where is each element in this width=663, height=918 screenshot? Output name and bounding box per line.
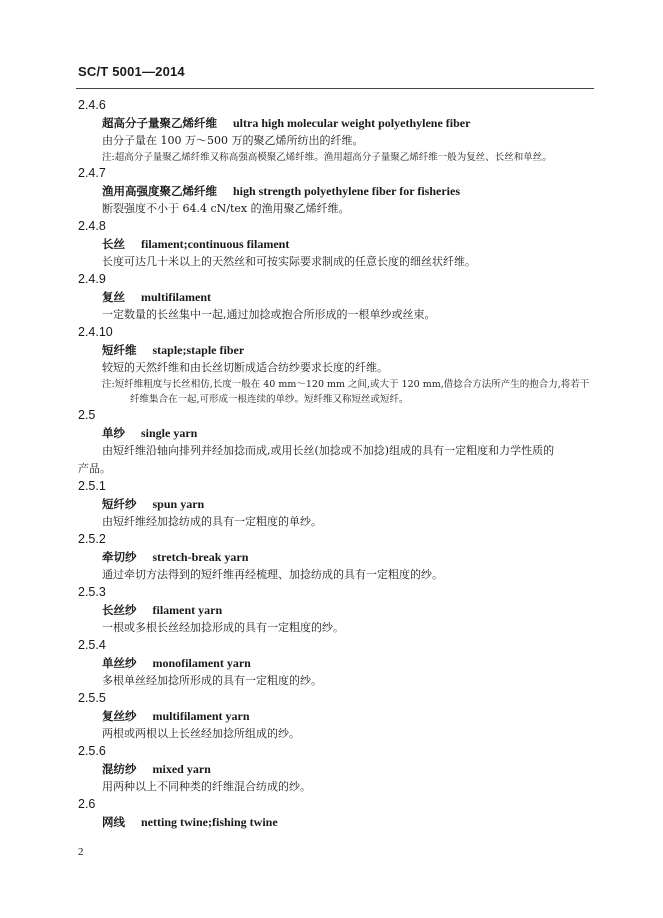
term-definition: 一根或多根长丝经加捻形成的具有一定粗度的纱。 [102,621,344,634]
term-chinese: 混纺纱 [102,762,137,776]
term-english: filament;continuous filament [141,237,290,251]
term-heading [78,182,598,200]
clause-number: 2.5 [78,408,96,422]
term-chinese: 长丝纱 [102,603,137,617]
term-entry [78,637,598,690]
term-english: monofilament yarn [152,656,251,670]
term-english: single yarn [141,426,198,440]
term-entry [78,97,598,165]
term-definition: 两根或两根以上长丝经加捻所组成的纱。 [102,727,300,740]
term-entry [78,743,598,796]
term-heading [78,813,598,831]
term-chinese: 短纤维 [102,343,137,357]
term-note: 注:短纤维粗度与长丝相仿,长度一般在 40 mm～120 mm 之间,或大于 120 mm,借捻合方法所产生的抱合力,将若干纤维集合在一起,可形成一根连续的单纱。短纤维又称短丝或短纤。 [102,379,590,405]
term-english: staple;staple fiber [152,343,245,357]
clause-number: 2.5.5 [78,691,106,705]
term-heading [78,341,598,359]
term-english: filament yarn [152,603,223,617]
term-entry [78,407,598,478]
term-entry [78,690,598,743]
document-header: SC/T 5001—2014 [78,64,185,79]
term-note: 注:超高分子量聚乙烯纤维又称高强高模聚乙烯纤维。渔用超高分子量聚乙烯纤维一般为复丝、长丝和单丝。 [102,152,552,163]
page-number: 2 [78,846,84,858]
term-heading [78,114,598,132]
term-definition: 断裂强度不小于 64.4 cN/tex 的渔用聚乙烯纤维。 [102,202,350,215]
term-definition: 用两种以上不同种类的纤维混合纺成的纱。 [102,780,311,793]
term-heading [78,288,598,306]
clause-number: 2.4.10 [78,325,113,339]
term-heading [78,760,598,778]
term-entry [78,796,598,831]
term-entry [78,165,598,218]
clause-number: 2.4.8 [78,219,106,233]
term-definition: 由短纤维沿轴向排列并经加捻而成,或用长丝(加捻或不加捻)组成的具有一定粗度和力学性质的 产品。 [78,444,555,475]
term-definition: 由短纤维经加捻纺成的具有一定粗度的单纱。 [102,515,322,528]
term-chinese: 复丝 [102,290,125,304]
term-english: spun yarn [152,497,205,511]
term-entry [78,271,598,324]
clause-number: 2.4.6 [78,98,106,112]
term-heading [78,707,598,725]
term-chinese: 网线 [102,815,125,829]
term-english: netting twine;fishing twine [141,815,278,829]
term-entry [78,324,598,407]
term-definition: 由分子量在 100 万～500 万的聚乙烯所纺出的纤维。 [102,134,364,147]
term-chinese: 单纱 [102,426,125,440]
term-heading [78,654,598,672]
term-chinese: 渔用高强度聚乙烯纤维 [102,184,217,198]
clause-number: 2.6 [78,797,96,811]
clause-number: 2.5.3 [78,585,106,599]
clause-number: 2.5.6 [78,744,106,758]
term-entry [78,531,598,584]
term-heading [78,548,598,566]
term-chinese: 短纤纱 [102,497,137,511]
clause-number: 2.4.7 [78,166,106,180]
term-english: high strength polyethylene fiber for fisheries [233,184,460,198]
term-definition: 一定数量的长丝集中一起,通过加捻或抱合所形成的一根单纱或丝束。 [102,308,436,321]
term-heading [78,235,598,253]
term-chinese: 长丝 [102,237,125,251]
term-chinese: 牵切纱 [102,550,137,564]
term-definition: 多根单丝经加捻所形成的具有一定粗度的纱。 [102,674,322,687]
term-english: ultra high molecular weight polyethylene fiber [233,116,471,130]
term-entry [78,478,598,531]
term-english: stretch-break yarn [152,550,249,564]
clause-number: 2.5.2 [78,532,106,546]
term-english: multifilament [141,290,211,304]
clause-number: 2.5.4 [78,638,106,652]
term-chinese: 复丝纱 [102,709,137,723]
term-definition: 通过牵切方法得到的短纤维再经梳理、加捻纺成的具有一定粗度的纱。 [102,568,443,581]
term-heading [78,601,598,619]
term-definition: 较短的天然纤维和由长丝切断成适合纺纱要求长度的纤维。 [102,361,388,374]
term-english: multifilament yarn [152,709,250,723]
document-body [78,97,598,831]
header-rule [76,88,594,89]
term-definition: 长度可达几十米以上的天然丝和可按实际要求制成的任意长度的细丝状纤维。 [102,255,476,268]
term-entry [78,584,598,637]
clause-number: 2.4.9 [78,272,106,286]
clause-number: 2.5.1 [78,479,106,493]
term-english: mixed yarn [152,762,211,776]
term-heading [78,424,598,442]
term-chinese: 单丝纱 [102,656,137,670]
term-chinese: 超高分子量聚乙烯纤维 [102,116,217,130]
term-heading [78,495,598,513]
term-entry [78,218,598,271]
